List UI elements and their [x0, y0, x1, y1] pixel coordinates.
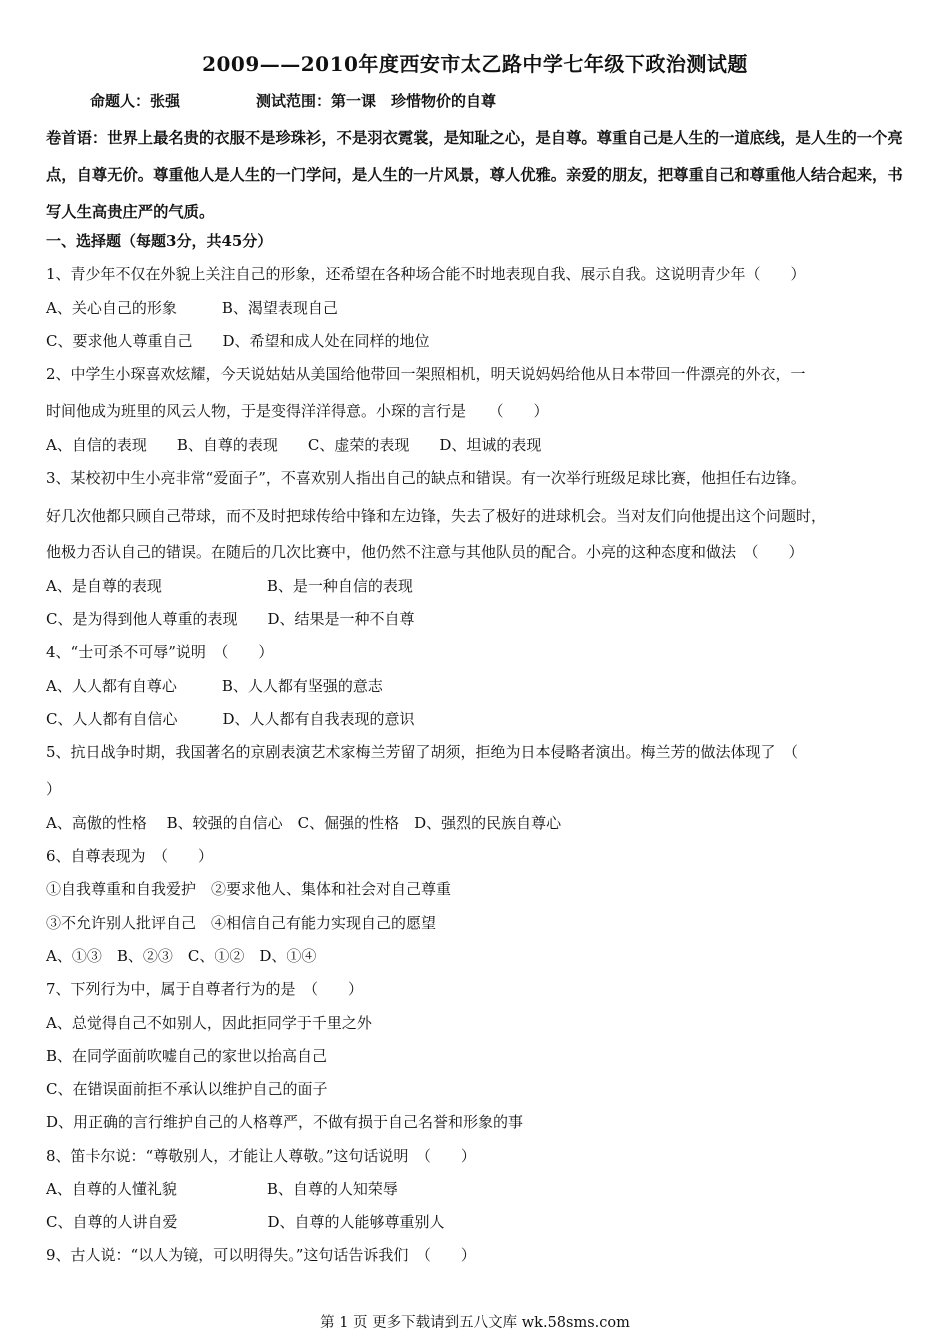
q2-options: A、自信的表现 B、自尊的表现 C、虚荣的表现 D、坦诚的表现 [46, 436, 542, 454]
q3-options-cd: C、是为得到他人尊重的表现 D、结果是一种不自尊 [46, 610, 415, 628]
q5-options: A、高傲的性格 B、较强的自信心 C、倔强的性格 D、强烈的民族自尊心 [46, 814, 562, 832]
section-heading-choice: 一、选择题（每题3分，共45分） [46, 232, 273, 250]
question-2-line-2: 时间他成为班里的风云人物，于是变得洋洋得意。小琛的言行是 （ ） [46, 402, 549, 420]
exam-title: 2009——2010年度西安市太乙路中学七年级下政治测试题 [202, 52, 748, 76]
question-3-line-1: 3、某校初中生小亮非常“爱面子”，不喜欢别人指出自己的缺点和错误。有一次举行班级足球比赛，他担任右边锋。 [46, 469, 806, 487]
question-4: 4、“士可杀不可辱”说明 （ ） [46, 643, 274, 661]
question-9: 9、古人说：“以人为镜，可以明得失。”这句话告诉我们 （ ） [46, 1246, 476, 1264]
question-8: 8、笛卡尔说：“尊敬别人，才能让人尊敬。”这句话说明 （ ） [46, 1147, 476, 1165]
q8-options-ab: A、自尊的人懂礼貌 B、自尊的人知荣辱 [46, 1180, 398, 1198]
author-line: 命题人：张强 [90, 92, 181, 110]
q8-options-cd: C、自尊的人讲自爱 D、自尊的人能够尊重别人 [46, 1213, 445, 1231]
question-5-line-1: 5、抗日战争时期，我国著名的京剧表演艺术家梅兰芳留了胡须，拒绝为日本侵略者演出。梅兰芳的做法体现了 （ [46, 743, 799, 761]
q7-option-b: B、在同学面前吹嘘自己的家世以抬高自己 [46, 1047, 328, 1065]
question-3-line-2: 好几次他都只顾自己带球，而不及时把球传给中锋和左边锋，失去了极好的进球机会。当对友们向他提出这个问题时， [46, 507, 827, 525]
q6-statements-12: ①自我尊重和自我爱护 ②要求他人、集体和社会对自己尊重 [46, 880, 452, 898]
preface-paragraph: 卷首语：世界上最名贵的衣服不是珍珠衫，不是羽衣霓裳，是知耻之心，是自尊。尊重自己是人生的一道底线，是人生的一个亮点，自尊无价。尊重他人是人生的一门学问，是人生的一片风景，尊人优雅。亲爱的朋友，把尊重自己和尊重他人结合起来，书写人生高贵庄严的气质。 [46, 129, 903, 221]
question-6: 6、自尊表现为 （ ） [46, 847, 214, 865]
question-7: 7、下列行为中，属于自尊者行为的是 （ ） [46, 980, 364, 998]
page-footer: 第 1 页 更多下载请到五八文库 wk.58sms.com [320, 1315, 630, 1331]
q6-options: A、①③ B、②③ C、①② D、①④ [46, 947, 317, 965]
q6-statements-34: ③不允许别人批评自己 ④相信自己有能力实现自己的愿望 [46, 914, 437, 932]
q7-option-d: D、用正确的言行维护自己的人格尊严，不做有损于自己名誉和形象的事 [46, 1113, 524, 1131]
scope-line: 测试范围：第一课 珍惜物价的自尊 [256, 92, 497, 110]
q7-option-c: C、在错误面前拒不承认以维护自己的面子 [46, 1080, 328, 1098]
question-3-line-3: 他极力否认自己的错误。在随后的几次比赛中，他仍然不注意与其他队员的配合。小亮的这种态度和做法 （ ） [46, 543, 804, 561]
question-2-line-1: 2、中学生小琛喜欢炫耀，今天说姑姑从美国给他带回一架照相机，明天说妈妈给他从日本带回一件漂亮的外衣，一 [46, 365, 806, 383]
question-5-line-2: ） [46, 780, 62, 798]
q3-options-ab: A、是自尊的表现 B、是一种自信的表现 [46, 577, 413, 595]
q4-options-cd: C、人人都有自信心 D、人人都有自我表现的意识 [46, 710, 415, 728]
q7-option-a: A、总觉得自己不如别人，因此拒同学于千里之外 [46, 1014, 372, 1032]
question-1: 1、青少年不仅在外貌上关注自己的形象，还希望在各种场合能不时地表现自我、展示自我。这说明青少年（ ） [46, 265, 806, 283]
q4-options-ab: A、人人都有自尊心 B、人人都有坚强的意志 [46, 677, 383, 695]
q1-options-cd: C、要求他人尊重自己 D、希望和成人处在同样的地位 [46, 332, 430, 350]
q1-options-ab: A、关心自己的形象 B、渴望表现自己 [46, 299, 338, 317]
